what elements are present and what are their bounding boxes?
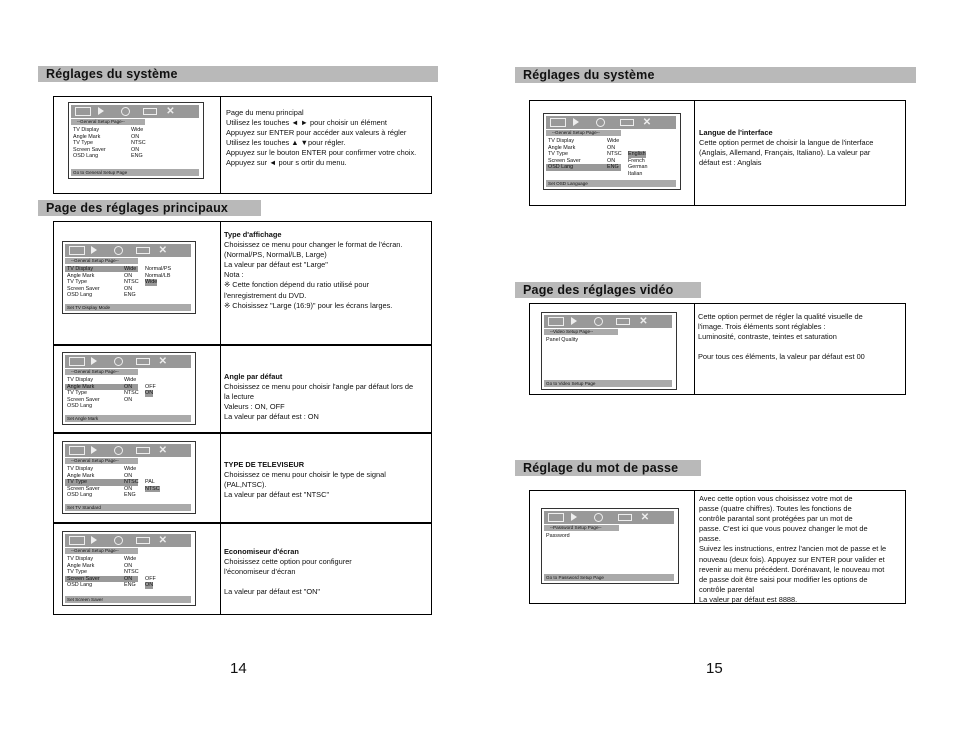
text-line: Choisissez cette option pour configurer xyxy=(224,557,352,567)
section-text-tv-display xyxy=(224,230,402,311)
menu-row-label: OSD Lang xyxy=(67,292,93,299)
menu-screen-password xyxy=(541,508,679,584)
text-line: nouveau (deux fois). Appuyez sur ENTER pour valider et xyxy=(699,554,885,564)
menu-screen-tv-display xyxy=(62,241,196,314)
text-line: Cette option permet de régler la qualité visuelle de xyxy=(698,312,863,321)
menu-row-label: TV Type xyxy=(73,140,93,147)
menu-row-value: ON xyxy=(124,562,133,569)
text-line xyxy=(698,342,865,352)
intro-text xyxy=(226,108,416,169)
tv-icon xyxy=(69,357,85,366)
close-icon: ✕ xyxy=(166,106,175,117)
menu-row-label: TV Display xyxy=(67,266,94,272)
section-title: Economiseur d'écran xyxy=(224,547,299,556)
text-line: ※ Cette fonction dépend du ratio utilisé pour xyxy=(224,280,370,290)
menu-row-value: NTSC xyxy=(124,279,139,286)
menu-row-value: ON xyxy=(607,144,616,151)
menu-row-value: ENG xyxy=(124,582,136,589)
menu-row-label: Angle Mark xyxy=(548,144,576,151)
section-heading-system-left: Réglages du système xyxy=(38,66,438,82)
text-line: Appuyez sur le bouton ENTER pour confirmer votre choix. xyxy=(226,148,417,158)
menu-row-option: Normal/PS xyxy=(145,266,172,272)
menu-row-value: Wide xyxy=(124,466,137,472)
close-icon: ✕ xyxy=(158,356,167,367)
close-icon: ✕ xyxy=(158,245,167,256)
menu-row-label: OSD Lang xyxy=(67,582,93,589)
text-line: Utilisez les touches ▲ ▼pour régler. xyxy=(226,138,346,148)
text-line: contrôle parantal sont protégées par un mot de xyxy=(699,514,853,524)
video-icon xyxy=(136,358,150,365)
menu-row-label: Screen Saver xyxy=(73,146,106,153)
menu-row-option: German xyxy=(628,164,648,171)
speaker-icon xyxy=(98,107,104,115)
video-icon xyxy=(136,537,150,544)
text-line: passe. C'est ici que vous pouvez changer le mot de xyxy=(699,524,868,534)
text-line: (PAL,NTSC). xyxy=(224,480,267,490)
menu-row-value: NTSC xyxy=(607,151,622,158)
text-line: de passe doit être saisi pour modifier les options de xyxy=(699,574,868,584)
face-icon xyxy=(594,513,603,522)
text-line: La valeur par défaut est "Large" xyxy=(224,260,328,270)
menu-row-label: Angle Mark xyxy=(67,383,95,390)
text-line: contrôle parental xyxy=(699,584,755,594)
menu-row-option: OFF xyxy=(145,575,156,582)
menu-row-label: Angle Mark xyxy=(73,133,101,140)
lang-title: Langue de l'interface xyxy=(699,128,773,137)
menu-row-option: Normal/LB xyxy=(145,272,171,279)
menu-row-label: TV Type xyxy=(548,151,568,158)
video-icon xyxy=(616,318,630,325)
menu-status-bar: Set TV Display Mode xyxy=(65,304,191,311)
speaker-icon xyxy=(91,536,97,544)
menu-row-value: Wide xyxy=(607,138,620,144)
menu-row-option: English xyxy=(628,151,646,158)
tv-icon xyxy=(548,317,564,326)
menu-row-value: ENG xyxy=(124,292,136,299)
menu-row-value: Wide xyxy=(124,266,137,272)
video-icon xyxy=(620,119,634,126)
text-line: Suivez les instructions, entrez l'ancien mot de passe et le xyxy=(699,544,887,554)
tv-icon xyxy=(69,536,85,545)
menu-screen-angle-mark xyxy=(62,352,196,425)
text-line: l'image. Trois éléments sont réglables : xyxy=(698,322,826,332)
text-line: La valeur par défaut est "ON" xyxy=(224,587,321,597)
menu-row-label: Screen Saver xyxy=(67,396,100,403)
tv-icon xyxy=(69,446,85,455)
menu-row-option: French xyxy=(628,157,645,164)
text-line: ※ Choisissez "Large (16:9)" pour les écrans larges. xyxy=(224,300,393,310)
text-line xyxy=(224,577,352,587)
video-text xyxy=(698,312,865,362)
text-line: (Anglais, Allemand, Français, Italiano). La valeur par xyxy=(699,148,871,158)
menu-page-title: --General Setup Page-- xyxy=(65,458,138,464)
text-line: l'économiseur d'écran xyxy=(224,567,296,577)
menu-row-label: TV Type xyxy=(67,569,87,576)
text-line: Pour tous ces éléments, la valeur par défaut est 00 xyxy=(698,352,865,362)
menu-row-value: Wide xyxy=(124,556,137,562)
menu-status-bar: Set TV Standard xyxy=(65,504,191,511)
menu-icon-bar xyxy=(65,355,191,368)
menu-row-value: ON xyxy=(124,272,133,279)
menu-icon-bar xyxy=(71,105,199,118)
video-icon xyxy=(143,108,157,115)
close-icon: ✕ xyxy=(642,117,652,128)
menu-status-bar: Go to Password Setup Page xyxy=(544,574,674,581)
menu-row-value: NTSC xyxy=(131,140,146,147)
menu-row-option: PAL xyxy=(145,479,155,486)
section-title: Type d'affichage xyxy=(224,230,282,239)
menu-row-value: Wide xyxy=(131,127,144,133)
menu-page-title: --General Setup Page-- xyxy=(71,119,145,125)
text-line: l'enregistrement du DVD. xyxy=(224,290,307,300)
menu-page-title: --Password Setup Page-- xyxy=(544,525,619,531)
face-icon xyxy=(121,107,130,116)
menu-page-title: --General Setup Page-- xyxy=(65,258,138,264)
menu-screen-intro xyxy=(68,102,204,179)
speaker-icon xyxy=(91,246,97,254)
menu-row-label: TV Type xyxy=(67,479,87,486)
menu-row-value: ON xyxy=(607,157,616,164)
menu-status-bar: Set OSD Language xyxy=(546,180,676,187)
text-line: Choisissez ce menu pour choisir le type de signal xyxy=(224,470,386,480)
menu-row-label: Screen Saver xyxy=(67,485,100,492)
menu-screen-osd-lang xyxy=(543,113,681,190)
menu-row-label: TV Display xyxy=(67,377,94,383)
text-line: Page du menu principal xyxy=(226,108,304,117)
menu-screen-tv-type xyxy=(62,441,196,514)
menu-row-value: ON xyxy=(124,285,133,292)
face-icon xyxy=(114,446,123,455)
speaker-icon xyxy=(571,317,577,325)
video-icon xyxy=(136,447,150,454)
menu-row-label: Screen Saver xyxy=(67,575,100,582)
speaker-icon xyxy=(91,357,97,365)
menu-page-title: --General Setup Page-- xyxy=(65,548,138,554)
menu-row-label: Angle Mark xyxy=(67,562,95,569)
menu-row-value: ENG xyxy=(131,153,143,160)
menu-row-option: NTSC xyxy=(145,485,160,492)
speaker-icon xyxy=(91,446,97,454)
menu-icon-bar xyxy=(65,534,191,547)
tv-icon xyxy=(75,107,91,116)
menu-row-label: OSD Lang xyxy=(73,153,99,160)
menu-row-option: ON xyxy=(145,390,154,397)
section-text-tv-type xyxy=(224,460,386,500)
lang-text xyxy=(699,128,874,168)
section-text-screen-saver xyxy=(224,547,352,597)
menu-row-option: Italian xyxy=(628,171,643,177)
menu-row-label: TV Type xyxy=(67,390,87,397)
menu-row-label: TV Display xyxy=(67,556,94,562)
menu-row-option: Wide xyxy=(145,279,158,286)
text-line: (Normal/PS, Normal/LB, Large) xyxy=(224,250,327,260)
menu-row-value: ON xyxy=(131,146,140,153)
menu-page-title: --Video Setup Page-- xyxy=(544,329,618,335)
menu-row-option: OFF xyxy=(145,383,156,390)
menu-row-label: TV Type xyxy=(67,279,87,286)
tv-icon xyxy=(69,246,85,255)
text-line: passe (quatre chiffres). Toutes les fonctions de xyxy=(699,504,852,514)
text-line: La valeur par défaut est 8888. xyxy=(699,594,798,604)
menu-icon-bar xyxy=(544,511,674,524)
menu-row-value: ON xyxy=(124,383,133,390)
menu-row-value: ON xyxy=(124,472,133,479)
text-line: Utilisez les touches ◄ ► pour choisir un élément xyxy=(226,118,387,128)
menu-row-label: OSD Lang xyxy=(67,403,93,410)
menu-row-label: TV Display xyxy=(548,138,575,144)
tv-icon xyxy=(550,118,566,127)
text-line: défaut est : Anglais xyxy=(699,158,762,168)
menu-row-value: ENG xyxy=(124,492,136,499)
text-line: La valeur par défaut est : ON xyxy=(224,412,319,422)
text-line: La valeur par défaut est "NTSC" xyxy=(224,490,330,500)
section-title: TYPE DE TELEVISEUR xyxy=(224,460,305,469)
menu-row-value: NTSC xyxy=(124,390,139,397)
menu-row-value: ON xyxy=(124,575,133,582)
menu-row-label: Password xyxy=(546,533,570,539)
menu-row-value: NTSC xyxy=(124,569,139,576)
text-line: Choisissez ce menu pour choisir l'angle par défaut lors de xyxy=(224,382,414,392)
section-text-angle-mark xyxy=(224,372,413,422)
menu-row-label: TV Display xyxy=(67,466,94,472)
text-line: Nota : xyxy=(224,270,244,280)
menu-row-label: Screen Saver xyxy=(67,285,100,292)
menu-row-label: Angle Mark xyxy=(67,472,95,479)
menu-row-value: ON xyxy=(124,396,133,403)
menu-row-label: Angle Mark xyxy=(67,272,95,279)
menu-row-value: NTSC xyxy=(124,479,139,486)
video-icon xyxy=(136,247,150,254)
section-heading-password: Réglage du mot de passe xyxy=(515,460,701,476)
menu-status-bar: Set Screen Saver xyxy=(65,596,191,603)
menu-row-value: ENG xyxy=(607,164,619,171)
menu-screen-video xyxy=(541,312,677,390)
video-icon xyxy=(618,514,632,521)
close-icon: ✕ xyxy=(640,512,650,523)
menu-icon-bar xyxy=(546,116,676,129)
face-icon xyxy=(114,357,123,366)
menu-row-value: ON xyxy=(131,133,140,140)
menu-row-value: ON xyxy=(124,485,133,492)
text-line: Cette option permet de choisir la langue de l'interface xyxy=(699,138,874,148)
section-title: Angle par défaut xyxy=(224,372,283,381)
section-heading-main: Page des réglages principaux xyxy=(38,200,261,216)
menu-status-bar: Go to Video Setup Page xyxy=(544,380,672,387)
menu-row-option: ON xyxy=(145,582,154,589)
menu-page-title: --General Setup Page-- xyxy=(546,130,621,136)
face-icon xyxy=(596,118,605,127)
text-line: revenir au menu précédent. Dorénavant, le nouveau mot xyxy=(699,564,885,574)
text-line: Appuyez sur ENTER pour accéder aux valeurs à régler xyxy=(226,128,407,138)
page-number-right: 15 xyxy=(706,660,723,677)
page-number-left: 14 xyxy=(230,660,247,677)
face-icon xyxy=(114,246,123,255)
menu-row-value: Wide xyxy=(124,377,137,383)
speaker-icon xyxy=(571,513,577,521)
tv-icon xyxy=(548,513,564,522)
close-icon: ✕ xyxy=(639,316,648,327)
text-line: la lecture xyxy=(224,392,254,402)
close-icon: ✕ xyxy=(158,535,167,546)
text-line: Avec cette option vous choisissez votre mot de xyxy=(699,494,853,503)
menu-screen-screen-saver xyxy=(62,531,196,606)
menu-row-label: OSD Lang xyxy=(548,164,574,171)
text-line: Choisissez ce menu pour changer le format de l'écran. xyxy=(224,240,403,250)
section-heading-video: Page des réglages vidéo xyxy=(515,282,701,298)
text-line: Valeurs : ON, OFF xyxy=(224,402,285,412)
text-line: Appuyez sur ◄ pour s ortir du menu. xyxy=(226,158,347,168)
menu-icon-bar xyxy=(544,315,672,328)
speaker-icon xyxy=(573,118,579,126)
menu-row-label: TV Display xyxy=(73,127,100,133)
menu-row-label: Screen Saver xyxy=(548,157,581,164)
menu-page-title: --General Setup Page-- xyxy=(65,369,138,375)
face-icon xyxy=(594,317,603,326)
menu-status-bar: Set Angle Mark xyxy=(65,415,191,422)
menu-row-label: Panel Quality xyxy=(546,337,579,343)
close-icon: ✕ xyxy=(158,445,167,456)
text-line: Luminosité, contraste, teintes et saturation xyxy=(698,332,837,342)
menu-row-label: OSD Lang xyxy=(67,492,93,499)
password-text xyxy=(699,494,886,605)
text-line: passe. xyxy=(699,534,721,544)
menu-status-bar: Go to General Setup Page xyxy=(71,169,199,176)
menu-icon-bar xyxy=(65,244,191,257)
face-icon xyxy=(114,536,123,545)
section-heading-system-right: Réglages du système xyxy=(515,67,916,83)
menu-icon-bar xyxy=(65,444,191,457)
